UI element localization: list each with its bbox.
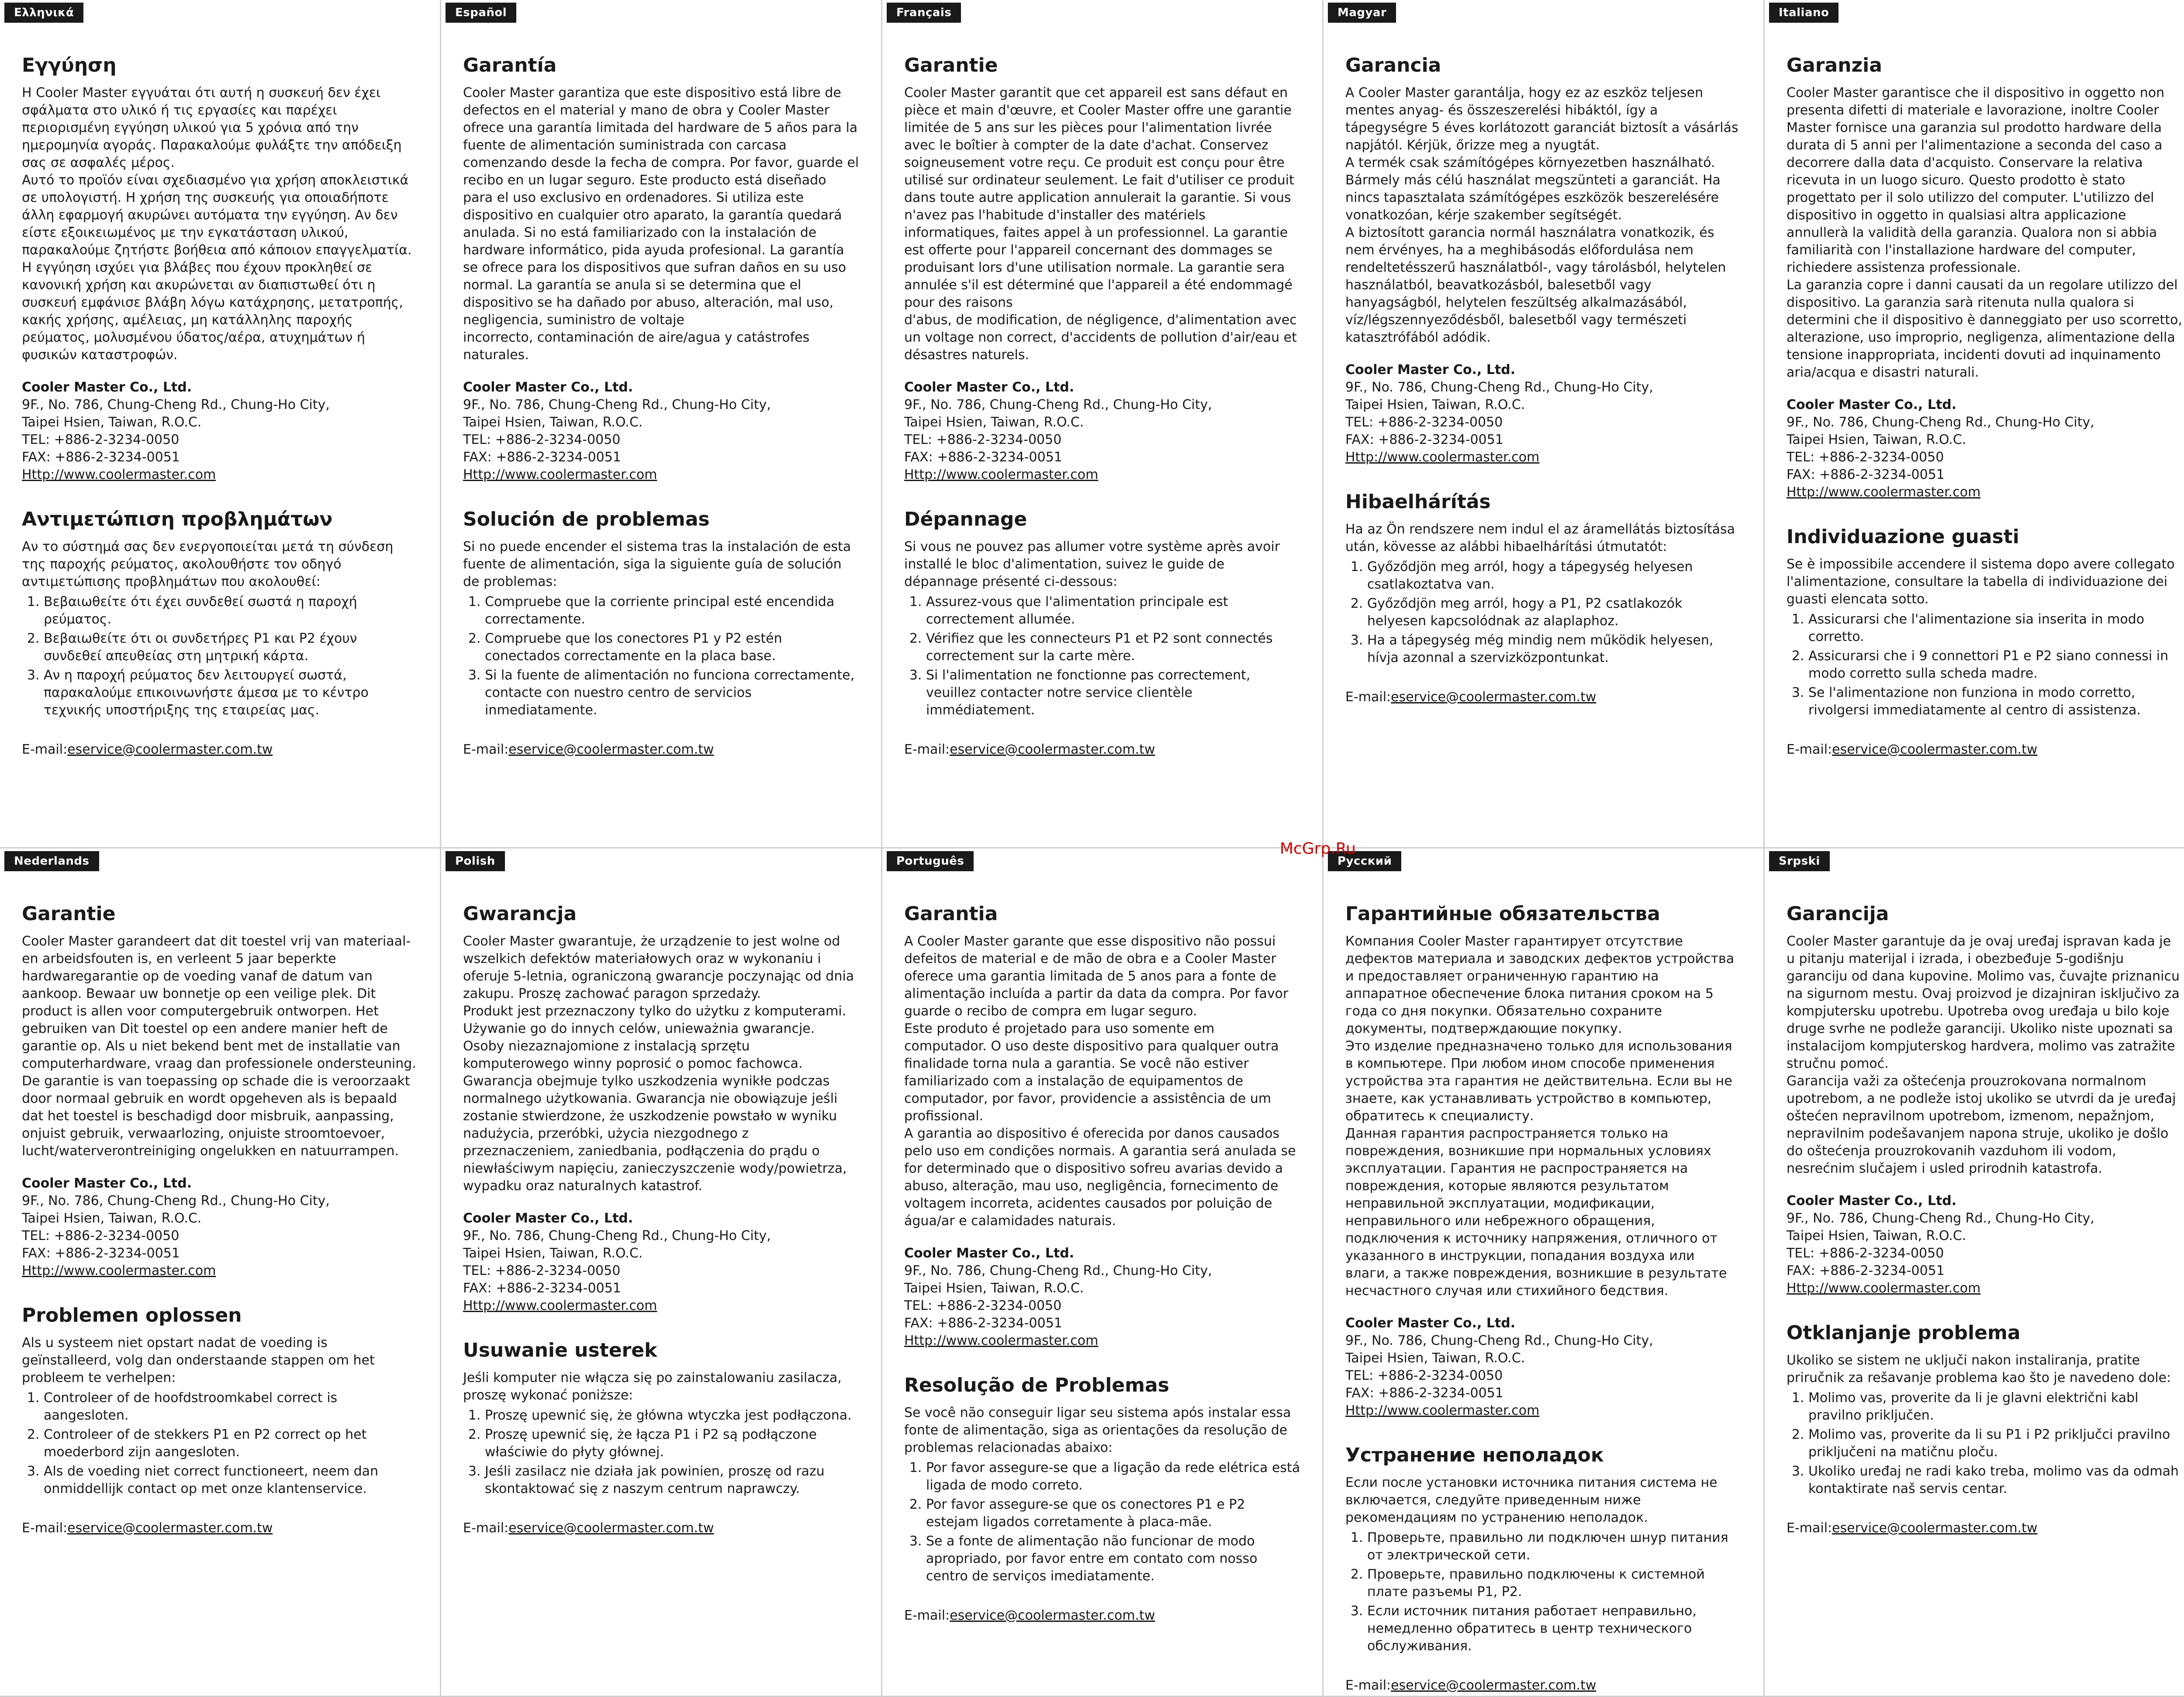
language-panel-7 bbox=[0, 848, 441, 1697]
company-name: Cooler Master Co., Ltd. bbox=[463, 1210, 633, 1226]
email-label: E-mail: bbox=[22, 1520, 68, 1536]
warranty-title: Garantie bbox=[904, 54, 998, 76]
warranty-text: Η Cooler Master εγγυάται ότι αυτή η συσκευή δεν έχει σφάλματα στο υλικό ή τις εργασίες και παρέχει περιορισμένη εγγύηση υλικού για 5 χρόνια από την ημερομηνία αγοράς. Παρακαλούμε φυλάξτε την απόδειξη σας σε ασφαλές μέρος. Αυτό το προϊόν είναι σχεδιασμένο για χρήση αποκλειστικά σε υπολογιστή. Η χρήση της συσκευής για οποιαδήποτε άλλη εφαρμογή ακυρώνει αυτόματα την εγγύηση. Αν δεν είστε εξοικειωμένος με την εγκατάσταση υλικού, παρακαλούμε ζητήστε βοήθεια από κάποιον επαγγελματία. Η εγγύηση ισχύει για βλάβες που έχουν προκληθεί σε κανονική χρήση και ακυρώνεται αν διαπιστωθεί ότι η συσκευή εμφάνισε βλάβη λόγω κατάχρησης, μετατροπής, κακής χρήσης, αμέλειας, μη κατάλληλης παροχής ρεύματος, μολυσμένου ύδατος/αέρα, ατυχημάτων ή φυσικών καταστροφών. bbox=[22, 85, 412, 363]
company-name: Cooler Master Co., Ltd. bbox=[1345, 362, 1516, 377]
company-name: Cooler Master Co., Ltd. bbox=[463, 379, 633, 395]
company-website-link[interactable]: Http://www.coolermaster.com bbox=[904, 467, 1099, 482]
company-address-line-2: Taipei Hsien, Taiwan, R.O.C. bbox=[463, 414, 643, 430]
email-label: E-mail: bbox=[22, 741, 68, 757]
troubleshooting-intro: Если после установки источника питания система не включается, следуйте приведенным ниже рекомендациям по устранению неполадок. bbox=[1345, 1475, 1717, 1525]
warranty-title: Garantia bbox=[904, 903, 998, 925]
support-email bbox=[1787, 1520, 2183, 1537]
troubleshooting-intro: Se è impossibile accendere il sistema dopo avere collegato l'alimentazione, consultare la tabella di individuazione dei guasti elencata sotto. bbox=[1787, 556, 2175, 607]
company-contact bbox=[904, 379, 1300, 484]
warranty-title: Garantía bbox=[463, 54, 557, 76]
language-tab: Ελληνικά bbox=[4, 3, 83, 23]
company-fax: FAX: +886-2-3234-0051 bbox=[904, 449, 1062, 465]
troubleshooting-step: 1. Proszę upewnić się, że główna wtyczka jest podłączona. bbox=[485, 1407, 859, 1424]
warranty-title: Εγγύηση bbox=[22, 54, 117, 76]
company-address-line-1: 9F., No. 786, Chung-Cheng Rd., Chung-Ho City, bbox=[1787, 1210, 2094, 1226]
company-name: Cooler Master Co., Ltd. bbox=[904, 1245, 1075, 1261]
company-address-line-2: Taipei Hsien, Taiwan, R.O.C. bbox=[904, 1280, 1084, 1296]
troubleshooting-step: 2. Proszę upewnić się, że łącza P1 i P2 są podłączone właściwie do płyty głównej. bbox=[485, 1426, 859, 1461]
company-website-link[interactable]: Http://www.coolermaster.com bbox=[22, 1263, 216, 1278]
company-name: Cooler Master Co., Ltd. bbox=[1787, 1193, 1957, 1209]
company-address-line-1: 9F., No. 786, Chung-Cheng Rd., Chung-Ho City, bbox=[904, 1263, 1212, 1278]
troubleshooting-step: 1. Molimo vas, proverite da li je glavni električni kabl pravilno priključen. bbox=[1808, 1389, 2183, 1424]
troubleshooting-intro: Ukoliko se sistem ne uključi nakon instaliranja, pratite priručnik za rešavanje problema kao što je navedeno dole: bbox=[1787, 1352, 2171, 1385]
troubleshooting-step: 2. Győződjön meg arról, hogy a P1, P2 csatlakozók helyesen kapcsolódnak az alaplaphoz. bbox=[1367, 595, 1742, 630]
troubleshooting-title: Usuwanie usterek bbox=[463, 1339, 657, 1361]
language-tab: Русский bbox=[1328, 851, 1401, 871]
company-contact bbox=[1345, 1315, 1742, 1420]
company-address-line-1: 9F., No. 786, Chung-Cheng Rd., Chung-Ho City, bbox=[1787, 414, 2094, 430]
troubleshooting-step: 3. Ha a tápegység még mindig nem működik helyesen, hívja azonnal a szervizközpontunkat. bbox=[1367, 632, 1742, 667]
email-address-link[interactable]: eservice@coolermaster.com.tw bbox=[1832, 741, 2038, 757]
warranty-title: Garanzia bbox=[1787, 54, 1882, 76]
warranty-text: Cooler Master garandeert dat dit toestel vrij van materiaal- en arbeidsfouten is, en verleent 5 jaar beperkte hardwaregarantie op de voeding vanaf de datum van aankoop. Bewaar uw bonnetje op een veilige plek. Dit product is allen voor computergebruik ontworpen. Het gebruiken van Dit toestel op een andere manier heft de garantie op. Als u niet bekend bent met de installatie van computerhardware, vraag dan professionele ondersteuning. De garantie is van toepassing op schade die is veroorzaakt door normaal gebruik en wordt opgeheven als is bepaald dat het toestel is beschadigd door misbruik, aanpassing, onjuist gebruik, verwaarlozing, onjuiste stroomtoevoer, lucht/waterverontreiniging ongelukken en natuurrampen. bbox=[22, 933, 416, 1159]
troubleshooting-title: Otklanjanje problema bbox=[1787, 1321, 2021, 1344]
troubleshooting-steps bbox=[22, 593, 418, 719]
language-panel-4 bbox=[1324, 0, 1765, 848]
company-contact bbox=[1787, 1192, 2183, 1297]
email-label: E-mail: bbox=[904, 741, 950, 757]
company-tel: TEL: +886-2-3234-0050 bbox=[463, 1263, 621, 1278]
troubleshooting-step: 2. Por favor assegure-se que os conectores P1 e P2 estejam ligados corretamente à placa-mãe. bbox=[926, 1496, 1300, 1531]
support-email bbox=[22, 1520, 418, 1537]
company-fax: FAX: +886-2-3234-0051 bbox=[22, 449, 180, 465]
troubleshooting-title: Устранение неполадок bbox=[1345, 1444, 1604, 1466]
company-address-line-1: 9F., No. 786, Chung-Cheng Rd., Chung-Ho City, bbox=[1345, 1333, 1653, 1348]
troubleshooting-steps bbox=[1345, 558, 1742, 667]
warranty-title: Gwarancja bbox=[463, 903, 577, 925]
troubleshooting-intro: Si vous ne pouvez pas allumer votre système après avoir installé le bloc d'alimentation, suivez le guide de dépannage présenté ci-dessous: bbox=[904, 539, 1280, 589]
company-address-line-2: Taipei Hsien, Taiwan, R.O.C. bbox=[1345, 1350, 1525, 1366]
email-label: E-mail: bbox=[1345, 1677, 1391, 1693]
language-tab: Français bbox=[887, 3, 961, 23]
language-tab: Nederlands bbox=[4, 851, 99, 871]
company-fax: FAX: +886-2-3234-0051 bbox=[1787, 1263, 1945, 1278]
warranty-title: Garancija bbox=[1787, 903, 1889, 925]
troubleshooting-step: 3. Ukoliko uređaj ne radi kako treba, molimo vas da odmah kontaktirate naš servis centar. bbox=[1808, 1463, 2183, 1498]
email-address-link[interactable]: eservice@coolermaster.com.tw bbox=[67, 741, 273, 757]
troubleshooting-title: Hibaelhárítás bbox=[1345, 490, 1491, 513]
company-address-line-1: 9F., No. 786, Chung-Cheng Rd., Chung-Ho City, bbox=[22, 1193, 330, 1209]
support-email bbox=[1345, 1677, 1742, 1694]
company-address-line-1: 9F., No. 786, Chung-Cheng Rd., Chung-Ho City, bbox=[22, 397, 330, 412]
troubleshooting-step: 3. Si l'alimentation ne fonctionne pas correctement, veuillez contacter notre service clientèle immédiatement. bbox=[926, 667, 1300, 719]
troubleshooting-steps bbox=[904, 1459, 1300, 1585]
troubleshooting-step: 1. Por favor assegure-se que a ligação da rede elétrica está ligada de modo correto. bbox=[926, 1459, 1300, 1494]
email-address-link[interactable]: eservice@coolermaster.com.tw bbox=[1391, 689, 1597, 705]
support-email bbox=[22, 741, 418, 758]
troubleshooting-title: Resolução de Problemas bbox=[904, 1374, 1169, 1396]
troubleshooting-steps bbox=[463, 593, 859, 719]
language-panel-8 bbox=[441, 848, 882, 1697]
company-address-line-2: Taipei Hsien, Taiwan, R.O.C. bbox=[1787, 432, 1966, 447]
warranty-title: Garancia bbox=[1345, 54, 1441, 76]
language-panel-3 bbox=[882, 0, 1324, 848]
troubleshooting-title: Problemen oplossen bbox=[22, 1304, 242, 1326]
company-contact bbox=[1787, 396, 2183, 501]
troubleshooting-step: 1. Győződjön meg arról, hogy a tápegység helyesen csatlakoztatva van. bbox=[1367, 558, 1742, 593]
company-address-line-2: Taipei Hsien, Taiwan, R.O.C. bbox=[904, 414, 1084, 430]
company-tel: TEL: +886-2-3234-0050 bbox=[1345, 1368, 1503, 1383]
language-tab: Italiano bbox=[1769, 3, 1838, 23]
troubleshooting-step: 1. Проверьте, правильно ли подключен шнур питания от электрической сети. bbox=[1367, 1529, 1742, 1564]
language-tab: Español bbox=[446, 3, 516, 23]
company-contact bbox=[904, 1245, 1300, 1350]
company-contact bbox=[22, 1175, 418, 1280]
language-panel-5 bbox=[1765, 0, 2184, 848]
troubleshooting-intro: Ha az Ön rendszere nem indul el az áramellátás biztosítása után, kövesse az alábbi hibaelhárítási útmutatót: bbox=[1345, 521, 1735, 554]
company-website-link[interactable]: Http://www.coolermaster.com bbox=[904, 1333, 1099, 1348]
support-email bbox=[1345, 689, 1742, 706]
company-contact bbox=[463, 379, 859, 484]
troubleshooting-intro: Als u systeem niet opstart nadat de voeding is geïnstalleerd, volg dan onderstaande stappen om het probleem te verhelpen: bbox=[22, 1335, 375, 1385]
troubleshooting-step: 1. Assurez-vous que l'alimentation principale est correctement allumée. bbox=[926, 593, 1300, 628]
language-tab: Magyar bbox=[1328, 3, 1396, 23]
company-name: Cooler Master Co., Ltd. bbox=[1787, 397, 1957, 412]
email-address-link[interactable]: eservice@coolermaster.com.tw bbox=[508, 1520, 714, 1536]
company-website-link[interactable]: Http://www.coolermaster.com bbox=[1787, 1280, 1981, 1296]
email-address-link[interactable]: eservice@coolermaster.com.tw bbox=[508, 741, 714, 757]
troubleshooting-steps bbox=[904, 593, 1300, 719]
troubleshooting-step: 3. Jeśli zasilacz nie działa jak powinien, proszę od razu skontaktować się z naszym centrum naprawczy. bbox=[485, 1463, 859, 1498]
language-panel-11 bbox=[1765, 848, 2184, 1697]
troubleshooting-step: 3. Si la fuente de alimentación no funciona correctamente, contacte con nuestro centro de servicios inmediatamente. bbox=[485, 667, 859, 719]
support-email bbox=[463, 741, 859, 758]
troubleshooting-step: 3. Если источник питания работает неправильно, немедленно обратитесь в центр технического обслуживания. bbox=[1367, 1603, 1742, 1655]
support-email bbox=[463, 1520, 859, 1537]
company-address-line-1: 9F., No. 786, Chung-Cheng Rd., Chung-Ho City, bbox=[904, 397, 1212, 412]
company-fax: FAX: +886-2-3234-0051 bbox=[904, 1315, 1062, 1331]
warranty-title: Гарантийные обязательства bbox=[1345, 903, 1660, 925]
company-name: Cooler Master Co., Ltd. bbox=[1345, 1315, 1516, 1331]
troubleshooting-step: 3. Se a fonte de alimentação não funcionar de modo apropriado, por favor entre em contato com nosso centro de serviços imediatamente. bbox=[926, 1533, 1300, 1585]
troubleshooting-title: Individuazione guasti bbox=[1787, 525, 2019, 548]
troubleshooting-title: Solución de problemas bbox=[463, 508, 710, 530]
company-fax: FAX: +886-2-3234-0051 bbox=[1345, 432, 1503, 447]
company-address-line-2: Taipei Hsien, Taiwan, R.O.C. bbox=[1787, 1228, 1966, 1243]
troubleshooting-intro: Αν το σύστημά σας δεν ενεργοποιείται μετά τη σύνδεση της παροχής ρεύματος, ακολουθήστε τον οδηγό αντιμετώπισης προβλημάτων που ακολουθεί: bbox=[22, 539, 394, 589]
email-label: E-mail: bbox=[1787, 1520, 1832, 1536]
company-tel: TEL: +886-2-3234-0050 bbox=[904, 1298, 1062, 1313]
company-tel: TEL: +886-2-3234-0050 bbox=[1787, 1245, 1944, 1261]
company-contact bbox=[1345, 361, 1742, 466]
troubleshooting-step: 3. Se l'alimentazione non funziona in modo corretto, rivolgersi immediatamente al centro di assistenza. bbox=[1808, 684, 2183, 719]
company-name: Cooler Master Co., Ltd. bbox=[22, 379, 192, 395]
company-tel: TEL: +886-2-3234-0050 bbox=[22, 432, 180, 447]
email-label: E-mail: bbox=[463, 1520, 509, 1536]
company-fax: FAX: +886-2-3234-0051 bbox=[463, 449, 621, 465]
email-label: E-mail: bbox=[1787, 741, 1832, 757]
company-address-line-2: Taipei Hsien, Taiwan, R.O.C. bbox=[22, 1210, 202, 1226]
company-fax: FAX: +886-2-3234-0051 bbox=[463, 1280, 621, 1296]
troubleshooting-steps bbox=[1345, 1529, 1742, 1655]
company-name: Cooler Master Co., Ltd. bbox=[22, 1175, 192, 1191]
warranty-text: A Cooler Master garante que esse dispositivo não possui defeitos de material e de mão de obra e a Cooler Master oferece uma garantia limitada de 5 anos para a fonte de alimentação incluída a partir da data da compra. Por favor guarde o recibo de compra em lugar seguro. Este produto é projetado para uso somente em computador. O uso deste dispositivo para qualquer outra finalidade torna nula a garantia. Se você não estiver familiarizado com a instalação de equipamentos de computador, por favor, providencie a assistência de um profissional. A garantia ao dispositivo é oferecida por danos causados pelo uso em condições normais. A garantia será anulada se for determinado que o dispositivo sofreu avarias devido a abuso, alteração, mau uso, negligência, fornecimento de voltagem incorreta, acidentes causados por poluição de água/ar e calamidades naturais. bbox=[904, 933, 1296, 1229]
warranty-text: Cooler Master garantit que cet appareil est sans défaut en pièce et main d'œuvre, et Cooler Master offre une garantie limitée de 5 ans sur les pièces pour l'alimentation livrée avec le boîtier à compter de la date d'achat. Conservez soigneusement votre reçu. Ce produit est conçu pour être utilisé sur ordinateur seulement. Le fait d'utiliser ce produit dans toute autre application annulerait la garantie. Si vous n'avez pas l'habitude d'installer des matériels informatiques, faites appel à un professionnel. La garantie est offerte pour l'appareil concernant des dommages se produisant lors d'une utilisation normale. La garantie sera annulée s'il est déterminé que l'appareil a été endommagé pour des raisons d'abus, de modification, de négligence, d'alimentation avec un voltage non correct, d'accidents de pollution d'air/eau et désastres naturels. bbox=[904, 85, 1297, 363]
company-tel: TEL: +886-2-3234-0050 bbox=[22, 1228, 180, 1243]
company-fax: FAX: +886-2-3234-0051 bbox=[1787, 467, 1945, 482]
troubleshooting-step: 2. Проверьте, правильно подключены к системной плате разъемы P1, P2. bbox=[1367, 1566, 1742, 1601]
company-address-line-1: 9F., No. 786, Chung-Cheng Rd., Chung-Ho City, bbox=[1345, 379, 1653, 395]
troubleshooting-step: 1. Βεβαιωθείτε ότι έχει συνδεθεί σωστά η παροχή ρεύματος. bbox=[44, 593, 418, 628]
troubleshooting-step: 2. Vérifiez que les connecteurs P1 et P2 sont connectés correctement sur la carte mère. bbox=[926, 630, 1300, 665]
warranty-text: Cooler Master garantuje da je ovaj uređaj ispravan kada je u pitanju materijal i izrada, i obezbeđuje 5-godišnju garanciju od dana kupovine. Molimo vas, čuvajte priznanicu na sigurnom mestu. Ovaj proizvod je dizajniran isključivo za kompjutersku upotrebu. Upotreba ovog uređaja u bilo koje druge svrhe ne podleže garanciji. Ukoliko niste upoznati sa instalacijom kompjuterskog hardvera, molimo vas zatražite stručnu pomoć. Garancija važi za oštećenja prouzrokovana normalnom upotrebom, a ne podleže istoj ukoliko se utvrdi da je uređaj oštećen nepravilnom upotrebom, izmenom, nepažnjom, nepravilnim podešavanjem napona struje, ukoliko je došlo do oštećenja prouzrokovanih vazduhom ili vodom, nesrećnim slučajem i usled prirodnih katastrofa. bbox=[1787, 933, 2180, 1176]
troubleshooting-steps bbox=[1787, 611, 2183, 719]
troubleshooting-step: 2. Βεβαιωθείτε ότι οι συνδετήρες P1 και P2 έχουν συνδεθεί απευθείας στη μητρική κάρτα. bbox=[44, 630, 418, 665]
warranty-text: Cooler Master garantiza que este dispositivo está libre de defectos en el material y mano de obra y Cooler Master ofrece una garantía limitada del hardware de 5 años para la fuente de alimentación suministrada con carcasa comenzando desde la fecha de compra. Por favor, guarde el recibo en un lugar seguro. Este producto está diseñado para el uso exclusivo en ordenadores. Si utiliza este dispositivo en cualquier otro aparato, la garantía quedará anulada. Si no está familiarizado con la instalación de hardware informático, pida ayuda profesional. La garantía se ofrece para los dispositivos que sufran daños en su uso normal. La garantía se anula si se determina que el dispositivo se ha dañado por abuso, alteración, mal uso, negligencia, suministro de voltaje incorrecto, contaminación de aire/agua y catástrofes naturales. bbox=[463, 85, 859, 363]
troubleshooting-step: 2. Controleer of de stekkers P1 en P2 correct op het moederbord zijn aangesloten. bbox=[44, 1426, 418, 1461]
support-email bbox=[904, 1607, 1300, 1624]
troubleshooting-steps bbox=[22, 1389, 418, 1498]
troubleshooting-intro: Se você não conseguir ligar seu sistema após instalar essa fonte de alimentação, siga as orientações da resolução de problemas relacionadas abaixo: bbox=[904, 1405, 1291, 1455]
company-address-line-1: 9F., No. 786, Chung-Cheng Rd., Chung-Ho City, bbox=[463, 1228, 771, 1243]
email-label: E-mail: bbox=[463, 741, 509, 757]
troubleshooting-steps bbox=[463, 1407, 859, 1498]
language-panel-1 bbox=[0, 0, 441, 848]
company-website-link[interactable]: Http://www.coolermaster.com bbox=[463, 1298, 657, 1313]
company-website-link[interactable]: Http://www.coolermaster.com bbox=[1345, 1403, 1540, 1418]
troubleshooting-step: 1. Compruebe que la corriente principal esté encendida correctamente. bbox=[485, 593, 859, 628]
troubleshooting-title: Dépannage bbox=[904, 508, 1027, 530]
company-address-line-1: 9F., No. 786, Chung-Cheng Rd., Chung-Ho City, bbox=[463, 397, 771, 412]
warranty-title: Garantie bbox=[22, 903, 116, 925]
company-name: Cooler Master Co., Ltd. bbox=[904, 379, 1075, 395]
warranty-text: A Cooler Master garantálja, hogy ez az eszköz teljesen mentes anyag- és összeszerelési hibáktól, így a tápegységre 5 éves korlátozott garanciát biztosít a vásárlás napjától. Kérjük, őrizze meg a nyugtát. A termék csak számítógépes környezetben használható. Bármely más célú használat megszünteti a garanciát. Ha nincs tapasztalata számítógépes eszközök beszerelésére vonatkozóan, kérje szakember segítségét. A biztosított garancia normál használatra vonatkozik, és nem érvényes, ha a meghibásodás előfordulása nem rendeltetésszerű használatból-, vagy tárolásból, helytelen használatból, beavatkozásból, balesetből vagy hanyagságból, helytelen feszültség alkalmazásából, víz/légszennyeződésből, balesetből vagy természeti katasztrófából adódik. bbox=[1345, 85, 1738, 345]
company-address-line-2: Taipei Hsien, Taiwan, R.O.C. bbox=[1345, 397, 1525, 412]
company-website-link[interactable]: Http://www.coolermaster.com bbox=[22, 467, 216, 482]
troubleshooting-step: 3. Als de voeding niet correct functioneert, neem dan onmiddellijk contact op met onze klantenservice. bbox=[44, 1463, 418, 1498]
company-tel: TEL: +886-2-3234-0050 bbox=[463, 432, 621, 447]
support-email bbox=[1787, 741, 2183, 758]
language-panel-9 bbox=[882, 848, 1324, 1697]
troubleshooting-step: 3. Αν η παροχή ρεύματος δεν λειτουργεί σωστά, παρακαλούμε επικοινωνήστε άμεσα με το κέντρο τεχνικής υποστήριξης της εταιρείας μας. bbox=[44, 667, 418, 719]
warranty-text: Cooler Master garantisce che il dispositivo in oggetto non presenta difetti di materiale e lavorazione, inoltre Cooler Master fornisce una garanzia sul prodotto hardware della durata di 5 anni per l'alimentazione a seconda del caso a decorrere dalla data d'acquisto. Conservare la relativa ricevuta in un luogo sicuro. Questo prodotto è stato progettato per il solo utilizzo del computer. L'utilizzo del dispositivo in oggetto in qualsiasi altra applicazione annullerà la validità della garanzia. Qualora non si abbia familiarità con l'installazione hardware del computer, richiedere assistenza professionale. La garanzia copre i danni causati da un regolare utilizzo del dispositivo. La garanzia sarà ritenuta nulla qualora si determini che il dispositivo è danneggiato per uso scorretto, alterazione, uso improprio, negligenza, alimentazione della tensione inappropriata, incidenti dovuti ad inquinamento aria/acqua e disastri naturali. bbox=[1787, 85, 2182, 380]
troubleshooting-step: 1. Assicurarsi che l'alimentazione sia inserita in modo corretto. bbox=[1808, 611, 2183, 646]
troubleshooting-intro: Jeśli komputer nie włącza się po zainstalowaniu zasilacza, proszę wykonać poniższe: bbox=[463, 1370, 842, 1403]
email-address-link[interactable]: eservice@coolermaster.com.tw bbox=[1832, 1520, 2038, 1536]
company-contact bbox=[463, 1210, 859, 1315]
company-tel: TEL: +886-2-3234-0050 bbox=[904, 432, 1062, 447]
email-label: E-mail: bbox=[1345, 689, 1391, 705]
company-website-link[interactable]: Http://www.coolermaster.com bbox=[1787, 484, 1981, 500]
troubleshooting-step: 2. Assicurarsi che i 9 connettori P1 e P2 siano connessi in modo corretto sulla scheda madre. bbox=[1808, 648, 2183, 682]
troubleshooting-step: 2. Molimo vas, proverite da li su P1 i P2 priključci pravilno priključeni na matičnu ploču. bbox=[1808, 1426, 2183, 1461]
company-address-line-2: Taipei Hsien, Taiwan, R.O.C. bbox=[22, 414, 202, 430]
language-tab: Português bbox=[887, 851, 974, 871]
language-tab: Polish bbox=[446, 851, 505, 871]
company-website-link[interactable]: Http://www.coolermaster.com bbox=[1345, 449, 1540, 465]
company-contact bbox=[22, 379, 418, 484]
company-tel: TEL: +886-2-3234-0050 bbox=[1345, 414, 1503, 430]
language-panel-10 bbox=[1324, 848, 1765, 1697]
support-email bbox=[904, 741, 1300, 758]
warranty-text: Cooler Master gwarantuje, że urządzenie to jest wolne od wszelkich defektów materiałowych oraz w wykonaniu i oferuje 5-letnia, ograniczoną gwarancje poczynając od dnia zakupu. Proszę zachować paragon sprzedaży. Produkt jest przeznaczony tylko do użytku z komputerami. Używanie go do innych celów, unieważnia gwarancje. Osoby niezaznajomione z instalacją sprzętu komputerowego winny poprosić o pomoc fachowca. Gwarancja obejmuje tylko uszkodzenia wynikłe podczas normalnego użytkowania. Gwarancja nie obowiązuje jeśli zostanie stwierdzone, że uszkodzenie powstało w wyniku nadużycia, przeróbki, użycia niezgodnego z przeznaczeniem, zaniedbania, podłączenia do prądu o niewłaściwym napięciu, zanieczyszczenie wody/powietrza, wypadku oraz naturalnych katastrof. bbox=[463, 933, 854, 1194]
watermark: McGrp.Ru bbox=[1280, 840, 1356, 858]
email-address-link[interactable]: eservice@coolermaster.com.tw bbox=[950, 1607, 1155, 1623]
email-label: E-mail: bbox=[904, 1607, 950, 1623]
email-address-link[interactable]: eservice@coolermaster.com.tw bbox=[67, 1520, 273, 1536]
company-tel: TEL: +886-2-3234-0050 bbox=[1787, 449, 1944, 465]
troubleshooting-intro: Si no puede encender el sistema tras la instalación de esta fuente de alimentación, siga la siguiente guía de solución de problemas: bbox=[463, 539, 851, 589]
troubleshooting-steps bbox=[1787, 1389, 2183, 1498]
email-address-link[interactable]: eservice@coolermaster.com.tw bbox=[1391, 1677, 1597, 1693]
company-address-line-2: Taipei Hsien, Taiwan, R.O.C. bbox=[463, 1245, 643, 1261]
language-panel-2 bbox=[441, 0, 882, 848]
company-website-link[interactable]: Http://www.coolermaster.com bbox=[463, 467, 657, 482]
email-address-link[interactable]: eservice@coolermaster.com.tw bbox=[950, 741, 1155, 757]
troubleshooting-step: 2. Compruebe que los conectores P1 y P2 estén conectados correctamente en la placa base. bbox=[485, 630, 859, 665]
language-tab: Srpski bbox=[1769, 851, 1830, 871]
warranty-text: Компания Cooler Master гарантирует отсутствие дефектов материала и заводских дефектов устройства и предоставляет ограниченную гарантию на аппаратное обеспечение блока питания сроком на 5 года со дня покупки. Обязательно сохраните документы, подтверждающие покупку. Это изделие предназначено только для использования в компьютере. При любом ином способе применения устройства эта гарантия не действительна. Если вы не знаете, как устанавливать устройство в компьютер, обратитесь к специалисту. Данная гарантия распространяется только на повреждения, возникшие при нормальных условиях эксплуатации. Гарантия не распространяется на повреждения, которые являются результатом неправильной эксплуатации, модификации, неправильного или небрежного обращения, подключения к источнику напряжения, отличного от указанного в инструкции, попадания воздуха или влаги, а также повреждения, возникшие в результате несчастного случая или стихийного бедствия. bbox=[1345, 933, 1735, 1299]
company-fax: FAX: +886-2-3234-0051 bbox=[1345, 1385, 1503, 1401]
troubleshooting-title: Αντιμετώπιση προβλημάτων bbox=[22, 508, 333, 530]
company-fax: FAX: +886-2-3234-0051 bbox=[22, 1245, 180, 1261]
troubleshooting-step: 1. Controleer of de hoofdstroomkabel correct is aangesloten. bbox=[44, 1389, 418, 1424]
